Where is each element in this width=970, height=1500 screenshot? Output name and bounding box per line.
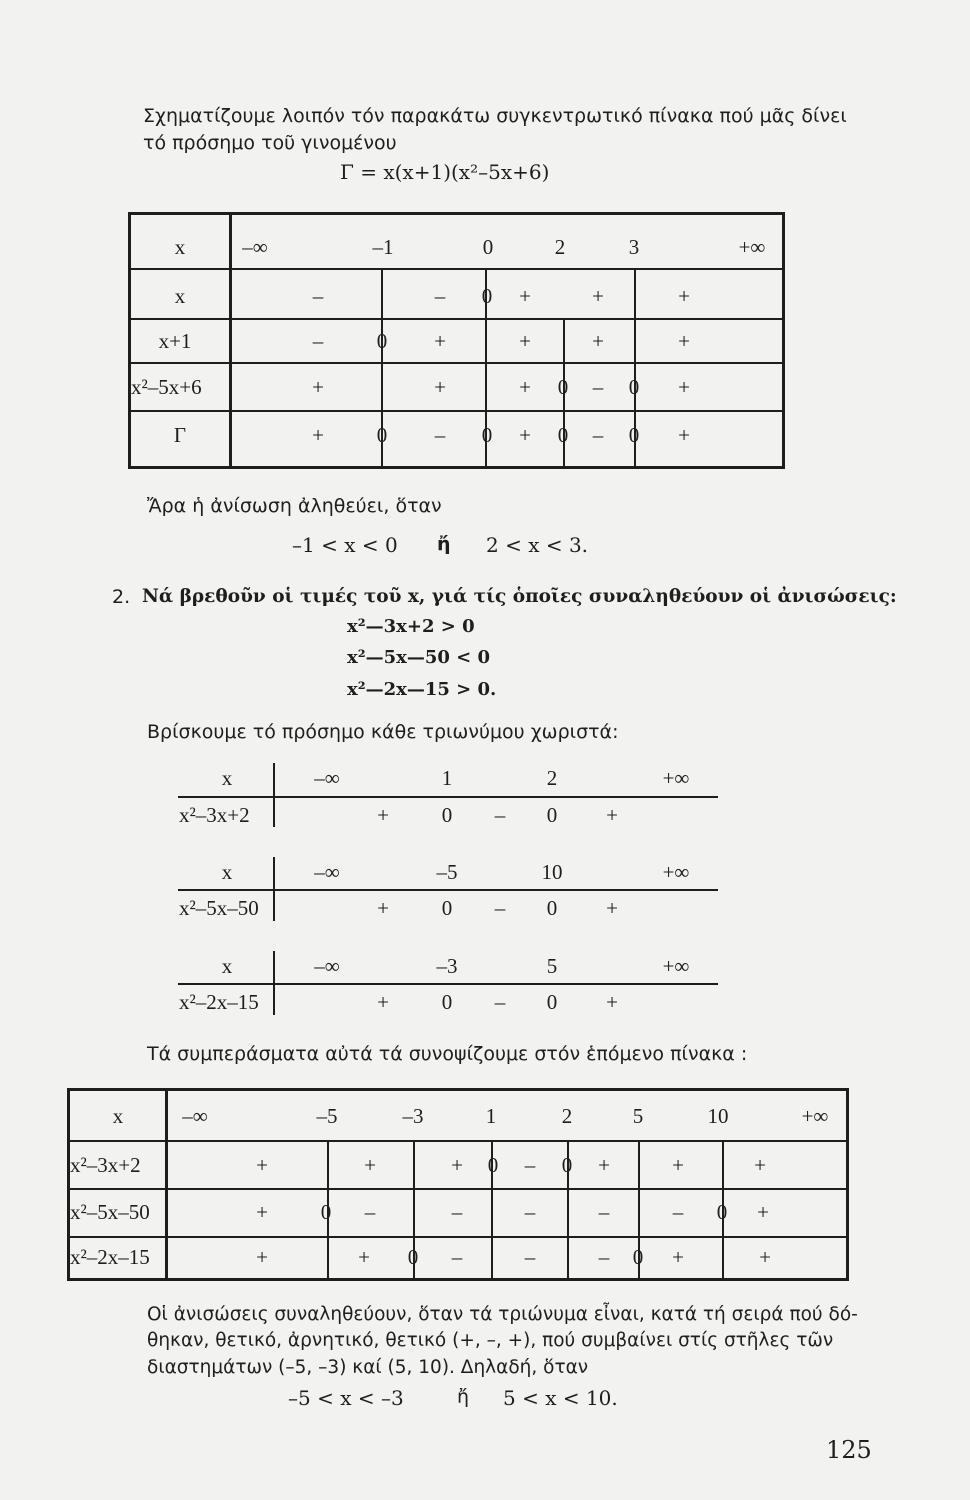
sign-cell: + <box>606 990 618 1014</box>
sign-cell: 0 <box>376 423 388 447</box>
sign-cell: 0 <box>557 375 569 399</box>
sign-cell: + <box>519 329 531 353</box>
sign-cell: + <box>759 1245 771 1269</box>
sign-cell: 0 <box>557 423 569 447</box>
table-2-row-label: x²–2x–15 <box>70 1245 150 1269</box>
sign-cell: – <box>524 1245 536 1269</box>
table-1-label-divider <box>229 212 232 469</box>
table-2-header-value: 10 <box>707 1104 729 1128</box>
sign-cell: – <box>434 423 446 447</box>
table-2-header-value: 5 <box>632 1104 644 1128</box>
table-1-row-label: x²–5x+6 <box>131 375 202 399</box>
sign-cell: 0 <box>628 423 640 447</box>
small-table-divider <box>273 951 275 1015</box>
table-2-header-value: 2 <box>561 1104 573 1128</box>
sign-cell: + <box>377 896 389 920</box>
small-table-x: x <box>221 954 233 978</box>
sign-cell: – <box>524 1200 536 1224</box>
sign-cell: – <box>312 284 324 308</box>
sign-cell: 0 <box>487 1153 499 1177</box>
solution-interval-1: –1 < x < 0 <box>292 533 398 557</box>
table-1-header-value: 3 <box>628 235 640 259</box>
inequality: x²—5x—50 < 0 <box>347 647 491 668</box>
sign-cell: 0 <box>546 990 558 1014</box>
sign-cell: + <box>451 1153 463 1177</box>
table-1-header-value: –1 <box>372 235 394 259</box>
root-value: –∞ <box>314 860 340 884</box>
sign-cell: 0 <box>481 423 493 447</box>
sign-cell: – <box>598 1245 610 1269</box>
sign-cell: 0 <box>561 1153 573 1177</box>
sign-cell: – <box>494 990 506 1014</box>
sign-cell: 0 <box>628 375 640 399</box>
root-value: 1 <box>441 766 453 790</box>
sign-cell: – <box>672 1200 684 1224</box>
root-value: +∞ <box>662 766 690 790</box>
table-2-header-value: –∞ <box>182 1104 208 1128</box>
sign-cell: 0 <box>441 990 453 1014</box>
sign-cell: – <box>592 375 604 399</box>
small-table-rule <box>178 983 718 985</box>
small-table-x: x <box>221 766 233 790</box>
sign-cell: + <box>757 1200 769 1224</box>
sign-cell: + <box>672 1245 684 1269</box>
sign-cell: + <box>519 423 531 447</box>
sign-cell: – <box>451 1245 463 1269</box>
table-1-header-value: 0 <box>482 235 494 259</box>
root-value: +∞ <box>662 860 690 884</box>
small-table-rule <box>178 796 718 798</box>
table-1-row-label: Γ <box>173 423 187 447</box>
small-table-divider <box>273 763 275 827</box>
sign-cell: + <box>256 1200 268 1224</box>
sign-cell: 0 <box>716 1200 728 1224</box>
or-word: ἤ <box>437 533 451 555</box>
sign-cell: + <box>364 1153 376 1177</box>
intro-line-1: Σχηματίζουμε λοιπόν τόν παρακάτω συγκεντρωτικό πίνακα πού μᾶς δίνει <box>143 105 847 127</box>
table-2-label-divider <box>165 1088 168 1281</box>
sign-cell: + <box>312 423 324 447</box>
problem-statement: Νά βρεθοῦν οἱ τιμές τοῦ x, γιά τίς ὁποῖες συναληθεύουν οἱ ἀνισώσεις: <box>142 586 897 607</box>
solution-interval-4: 5 < x < 10. <box>503 1386 618 1410</box>
root-value: –∞ <box>314 954 340 978</box>
table-2-header-value: –3 <box>402 1104 424 1128</box>
sign-cell: 0 <box>632 1245 644 1269</box>
sign-cell: 0 <box>546 896 558 920</box>
root-value: 2 <box>546 766 558 790</box>
sign-cell: + <box>606 896 618 920</box>
sign-cell: – <box>451 1200 463 1224</box>
small-table-label: x²–5x–50 <box>179 896 259 920</box>
sign-cell: + <box>377 803 389 827</box>
table-2-row-label: x²–3x+2 <box>70 1153 141 1177</box>
sign-cell: + <box>678 423 690 447</box>
inequality: x²—3x+2 > 0 <box>347 616 475 637</box>
table-1-rule <box>128 362 785 364</box>
final-line-2: θηκαν, θετικό, ἀρνητικό, θετικό (+, –, +), πού συμβαίνει στίς στῆλες τῶν <box>147 1330 834 1351</box>
product-formula: Γ = x(x+1)(x²–5x+6) <box>340 160 550 184</box>
sign-cell: + <box>678 284 690 308</box>
sign-cell: – <box>364 1200 376 1224</box>
small-table-label: x²–2x–15 <box>179 990 259 1014</box>
root-value: –∞ <box>314 766 340 790</box>
table-1-row-label: x+1 <box>158 329 192 353</box>
sign-cell: + <box>434 375 446 399</box>
sign-cell: – <box>598 1200 610 1224</box>
sign-cell: + <box>606 803 618 827</box>
sign-cell: – <box>434 284 446 308</box>
table-2-header-x: x <box>112 1104 124 1128</box>
root-value: –3 <box>436 954 458 978</box>
sign-cell: + <box>519 284 531 308</box>
final-line-1: Οἱ ἀνισώσεις συναληθεύουν, ὅταν τά τριώνυμα εἶναι, κατά τή σειρά πού δό- <box>147 1304 858 1325</box>
table-1-header-value: –∞ <box>242 235 268 259</box>
table-2-rule <box>67 1236 849 1238</box>
summary-intro: Τά συμπεράσματα αὐτά τά συνοψίζουμε στόν ἑπόμενο πίνακα : <box>147 1043 748 1065</box>
sign-cell: – <box>494 896 506 920</box>
table-1-rule <box>128 410 785 412</box>
table-1-row-label: x <box>174 284 186 308</box>
table-2-row-label: x²–5x–50 <box>70 1200 150 1224</box>
table-1-header-value: +∞ <box>738 235 766 259</box>
sign-cell: + <box>312 375 324 399</box>
sign-cell: 0 <box>481 284 493 308</box>
root-value: 5 <box>546 954 558 978</box>
root-value: +∞ <box>662 954 690 978</box>
table-2-rule <box>67 1188 849 1190</box>
or-word: ἤ <box>457 1386 470 1408</box>
table-1-rule <box>128 268 785 270</box>
find-sign-text: Βρίσκουμε τό πρόσημο κάθε τριωνύμου χωριστά: <box>147 721 619 743</box>
sign-cell: + <box>358 1245 370 1269</box>
conclusion-1-line: Ἄρα ἡ ἀνίσωση ἀληθεύει, ὅταν <box>147 495 442 517</box>
sign-cell: + <box>592 284 604 308</box>
table-1-rule <box>128 318 785 320</box>
sign-cell: + <box>519 375 531 399</box>
sign-cell: + <box>754 1153 766 1177</box>
sign-cell: + <box>377 990 389 1014</box>
sign-cell: + <box>592 329 604 353</box>
sign-cell: + <box>678 375 690 399</box>
small-table-label: x²–3x+2 <box>179 803 250 827</box>
small-table-divider <box>273 857 275 921</box>
table-2-rule <box>67 1140 849 1142</box>
sign-cell: + <box>672 1153 684 1177</box>
root-value: –5 <box>436 860 458 884</box>
page-number: 125 <box>826 1436 872 1464</box>
table-1-header-value: 2 <box>554 235 566 259</box>
inequality: x²—2x—15 > 0. <box>347 679 497 700</box>
sign-cell: 0 <box>407 1245 419 1269</box>
intro-line-2: τό πρόσημο τοῦ γινομένου <box>143 132 397 154</box>
sign-cell: 0 <box>441 896 453 920</box>
sign-cell: 0 <box>376 329 388 353</box>
table-2-header-value: –5 <box>316 1104 338 1128</box>
problem-number: 2. <box>112 586 131 608</box>
sign-cell: + <box>598 1153 610 1177</box>
sign-cell: – <box>592 423 604 447</box>
small-table-rule <box>178 889 718 891</box>
sign-cell: 0 <box>441 803 453 827</box>
root-value: 10 <box>541 860 563 884</box>
sign-cell: 0 <box>320 1200 332 1224</box>
sign-cell: 0 <box>546 803 558 827</box>
sign-cell: – <box>494 803 506 827</box>
sign-cell: + <box>256 1245 268 1269</box>
final-line-3: διαστημάτων (–5, –3) καί (5, 10). Δηλαδή, ὅταν <box>147 1357 589 1378</box>
solution-interval-2: 2 < x < 3. <box>486 533 589 557</box>
table-1-header-x: x <box>174 235 186 259</box>
sign-cell: – <box>524 1153 536 1177</box>
sign-cell: + <box>434 329 446 353</box>
small-table-x: x <box>221 860 233 884</box>
sign-cell: + <box>256 1153 268 1177</box>
sign-cell: + <box>678 329 690 353</box>
sign-cell: – <box>312 329 324 353</box>
solution-interval-3: –5 < x < –3 <box>288 1386 404 1410</box>
table-2-header-value: +∞ <box>801 1104 829 1128</box>
table-2-header-value: 1 <box>485 1104 497 1128</box>
